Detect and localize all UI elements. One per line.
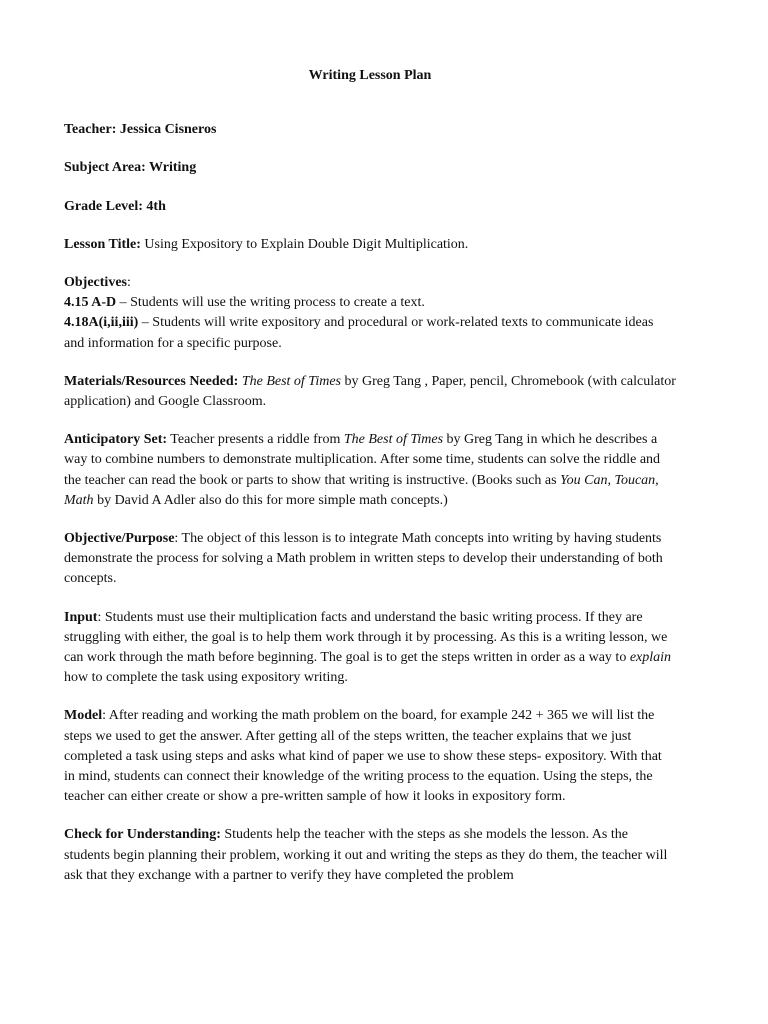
- input-paragraph: [64, 608, 676, 689]
- check-paragraph: [64, 825, 676, 886]
- objectives-label: Objectives: [64, 275, 127, 291]
- model-label: Model: [64, 708, 103, 724]
- anticipatory-paragraph: [64, 430, 676, 511]
- anticipatory-text: Teacher presents a riddle from: [167, 432, 344, 448]
- anticipatory-book-title: The Best of Times: [343, 432, 444, 448]
- model-text: : After reading and working the math problem on the board, for example 242 + 365 we will list the steps we used to get the answer. After getting all of the steps written, the teacher explains that we just completed a task using steps and asks what kind of paper we use to show these steps- expository. With that in mind, students can connect their knowledge of the writing process to the equation. Using the steps, the teacher can either create or show a pre-written sample of how it looks in expository form.: [64, 708, 662, 805]
- objective-text: – Students will use the writing process to create a text.: [116, 295, 425, 311]
- anticipatory-text: by David A Adler also do this for more simple math concepts.): [93, 492, 448, 508]
- check-text: Students help the teacher with the steps as she models the lesson. As the students begin planning their problem, working it out and writing the steps as they do them, the teacher will ask that they exchange with a partner to verify they have completed the problem: [64, 827, 668, 883]
- input-text: : Students must use their multiplication facts and understand the basic writing process. If they are struggling with either, the goal is to help them work through it by processing. As this is a writing lesson, we can work through the math before beginning. The goal is to get the steps written in order as a way to: [64, 609, 668, 666]
- objective-purpose-text: : The object of this lesson is to integrate Math concepts into writing by having students demonstrate the process for solving a Math problem in written steps to develop their understanding of both concepts.: [64, 531, 663, 587]
- materials-book-title: The Best of Times: [241, 373, 341, 389]
- objectives-heading: [64, 273, 676, 293]
- document-page: [64, 66, 676, 886]
- objective-code: 4.18A(i,ii,iii): [64, 315, 139, 331]
- anticipatory-label: Anticipatory Set:: [64, 432, 168, 448]
- anticipatory-book-title: You Can, Toucan, Math: [64, 472, 659, 508]
- anticipatory-text: by Greg Tang in which he describes a way to combine numbers to demonstrate multiplication. After some time, students can solve the riddle and the teacher can read the book or parts to show that writing is instructive. (Books such as: [64, 432, 661, 488]
- subject-line: [64, 158, 676, 178]
- objective-item: [64, 293, 676, 313]
- document-title: Writing Lesson Plan: [308, 68, 432, 83]
- input-text: how to complete the task using expository writing.: [64, 670, 348, 686]
- model-paragraph: [64, 706, 676, 807]
- objective-purpose-label: Objective/Purpose: [64, 531, 175, 547]
- teacher-line: [64, 120, 676, 140]
- objective-text: – Students will write expository and procedural or work-related texts to communicate ideas and information for a specific purpose.: [64, 315, 654, 351]
- materials-paragraph: [64, 372, 676, 412]
- grade-line: [64, 197, 676, 217]
- objective-item: [64, 313, 676, 353]
- input-emphasis: explain: [629, 650, 672, 666]
- materials-text: by Greg Tang , Paper, pencil, Chromebook (with calculator application) and Google Classroom.: [64, 373, 676, 410]
- input-label: Input: [64, 609, 98, 625]
- check-label: Check for Understanding:: [64, 827, 221, 843]
- lesson-title-label: Lesson Title:: [64, 236, 141, 252]
- grade-label: Grade Level: 4th: [64, 198, 166, 214]
- lesson-title-value: Using Expository to Explain Double Digit Multiplication.: [140, 236, 469, 252]
- subject-label: Subject Area: Writing: [64, 160, 197, 176]
- objectives-colon: :: [126, 275, 131, 291]
- materials-label: Materials/Resources Needed:: [64, 373, 239, 389]
- teacher-label: Teacher: Jessica Cisneros: [64, 122, 217, 138]
- lesson-title-line: [64, 235, 676, 255]
- objective-purpose-paragraph: [64, 529, 676, 590]
- objective-code: 4.15 A-D: [64, 295, 117, 311]
